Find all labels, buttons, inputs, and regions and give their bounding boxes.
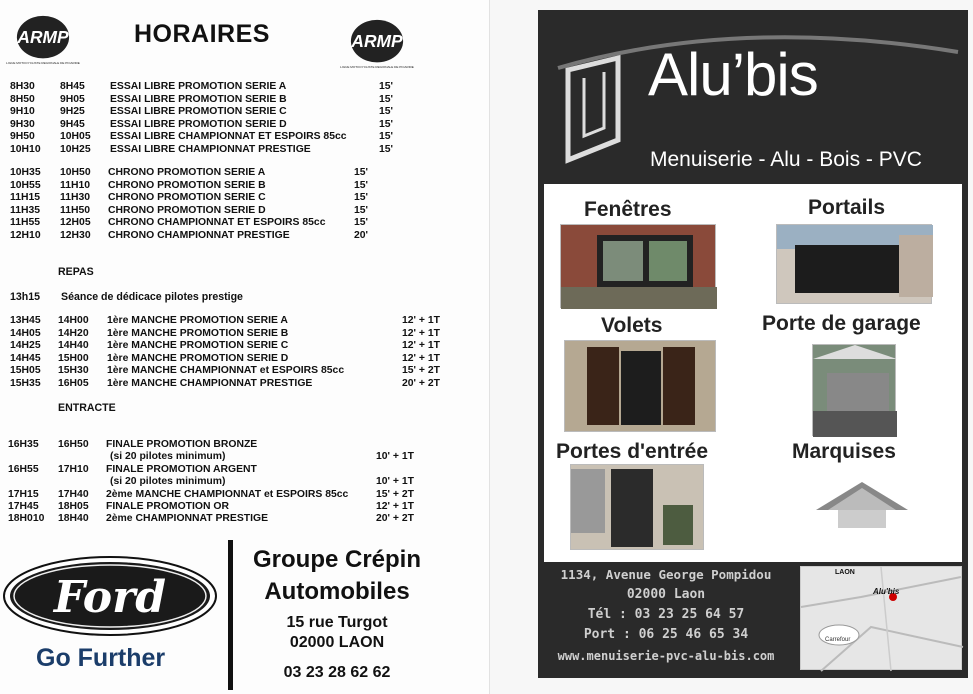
schedule-row bbox=[0, 377, 480, 390]
dedicace-text: Séance de dédicace pilotes prestige bbox=[61, 291, 243, 303]
row-duration: 12' + 1T bbox=[376, 501, 414, 512]
map-label: LAON bbox=[835, 569, 855, 576]
schedule-row bbox=[0, 314, 480, 327]
schedule-row bbox=[0, 438, 480, 451]
row-start-time: 10H35 bbox=[10, 167, 41, 178]
row-event: FINALE PROMOTION BRONZE bbox=[106, 439, 258, 450]
contact-tel: Tél : 03 23 25 64 57 bbox=[587, 607, 745, 622]
category-volets: Volets bbox=[601, 314, 663, 337]
schedule-row bbox=[0, 216, 480, 229]
row-end-time: 18H40 bbox=[58, 513, 89, 525]
row-start-time: 9H50 bbox=[10, 131, 35, 142]
row-end-time: 12H05 bbox=[60, 217, 91, 228]
ford-tagline: Go Further bbox=[36, 644, 166, 672]
row-start-time: 16H55 bbox=[8, 463, 39, 475]
row-duration: 15' + 2T bbox=[402, 365, 440, 376]
brand-subtitle: Menuiserie - Alu - Bois - PVC bbox=[650, 148, 922, 171]
row-duration: 12' + 1T bbox=[402, 340, 440, 351]
row-duration: 10' + 1T bbox=[376, 451, 414, 463]
row-event: ESSAI LIBRE CHAMPIONNAT ET ESPOIRS 85cc bbox=[110, 131, 347, 142]
row-event: ESSAI LIBRE PROMOTION SERIE B bbox=[110, 93, 287, 105]
row-event: CHRONO PROMOTION SERIE C bbox=[108, 192, 266, 203]
row-event: (si 20 pilotes minimum) bbox=[110, 451, 226, 463]
row-event: ESSAI LIBRE PROMOTION SERIE A bbox=[110, 81, 287, 92]
row-end-time: 9H45 bbox=[60, 118, 85, 130]
photo-fenetres bbox=[560, 224, 716, 308]
schedule-row bbox=[0, 463, 480, 476]
row-event: 1ère MANCHE CHAMPIONNAT et ESPOIRS 85cc bbox=[107, 365, 345, 376]
row-start-time: 11H35 bbox=[10, 204, 41, 216]
entracte-label: ENTRACTE bbox=[58, 402, 116, 414]
club-logo-text: ARMP bbox=[17, 26, 69, 47]
row-start-time: 18H010 bbox=[8, 513, 45, 525]
schedule-row bbox=[0, 191, 480, 204]
row-event: FINALE PROMOTION ARGENT bbox=[106, 463, 257, 475]
club-logo-caption: LIGUE MOTOCYCLISTE REGIONALE DE PICARDIE bbox=[6, 61, 80, 66]
row-end-time: 9H05 bbox=[60, 93, 85, 105]
dedicace-time: 13h15 bbox=[10, 291, 41, 303]
row-duration: 10' + 1T bbox=[376, 476, 414, 488]
row-duration: 15' bbox=[354, 217, 369, 228]
schedule-row bbox=[0, 179, 480, 192]
row-duration: 15' bbox=[354, 204, 369, 216]
category-fenetres: Fenêtres bbox=[584, 198, 672, 221]
row-start-time: 17H45 bbox=[8, 501, 39, 512]
contact-website[interactable]: www.menuiserie-pvc-alu-bis.com bbox=[557, 649, 775, 663]
ford-logo-text: Ford bbox=[53, 572, 167, 623]
row-duration: 15' bbox=[379, 81, 394, 92]
row-end-time: 10H50 bbox=[60, 167, 91, 178]
club-logo-left bbox=[6, 12, 80, 70]
schedule-row bbox=[0, 450, 480, 463]
row-start-time: 9H30 bbox=[10, 118, 35, 130]
row-end-time: 12H30 bbox=[60, 229, 91, 241]
schedule-row bbox=[0, 204, 480, 217]
row-duration: 12' + 1T bbox=[402, 315, 440, 326]
row-end-time: 11H30 bbox=[60, 192, 91, 203]
schedule-row bbox=[0, 143, 480, 156]
row-end-time: 8H45 bbox=[60, 81, 85, 92]
row-duration: 15' + 2T bbox=[376, 488, 414, 500]
schedule-row bbox=[0, 364, 480, 377]
contact-address: 1134, Avenue George Pompidou bbox=[560, 567, 772, 582]
row-end-time: 16H50 bbox=[58, 439, 89, 450]
row-start-time: 8H30 bbox=[10, 81, 35, 92]
brand-name: Alu’bis bbox=[648, 41, 818, 108]
sponsor-address-2: 02000 LAON bbox=[289, 634, 385, 651]
row-end-time: 9H25 bbox=[60, 106, 85, 117]
row-end-time: 18H05 bbox=[58, 501, 89, 512]
row-duration: 15' bbox=[354, 192, 369, 203]
row-event: CHRONO CHAMPIONNAT PRESTIGE bbox=[108, 229, 290, 241]
ford-logo bbox=[2, 555, 218, 637]
row-event: CHRONO PROMOTION SERIE D bbox=[108, 204, 266, 216]
schedule-row bbox=[0, 105, 480, 118]
photo-portails bbox=[776, 224, 932, 304]
row-event: ESSAI LIBRE PROMOTION SERIE C bbox=[110, 106, 287, 117]
row-duration: 20' + 2T bbox=[402, 377, 440, 389]
category-portails: Portails bbox=[808, 196, 886, 219]
row-end-time: 14H00 bbox=[58, 315, 89, 326]
club-logo-right bbox=[340, 16, 414, 74]
row-event: ESSAI LIBRE CHAMPIONNAT PRESTIGE bbox=[110, 143, 311, 155]
schedule-row bbox=[0, 339, 480, 352]
row-start-time: 15H05 bbox=[10, 365, 41, 376]
row-event: 1ère MANCHE PROMOTION SERIE C bbox=[107, 340, 289, 351]
row-end-time: 17H10 bbox=[58, 463, 89, 475]
page-title: HORAIRES bbox=[134, 20, 270, 48]
row-event: CHRONO CHAMPIONNAT ET ESPOIRS 85cc bbox=[108, 217, 326, 228]
row-duration: 15' bbox=[379, 143, 394, 155]
row-event: 1ère MANCHE PROMOTION SERIE B bbox=[107, 327, 289, 339]
row-duration: 15' bbox=[354, 167, 369, 178]
schedule-row bbox=[0, 118, 480, 131]
row-end-time: 15H00 bbox=[58, 352, 89, 364]
schedule-row bbox=[0, 352, 480, 365]
map-pin-label: Alu'bis bbox=[873, 587, 900, 596]
row-event: 2ème CHAMPIONNAT PRESTIGE bbox=[106, 513, 269, 525]
row-event: 1ère MANCHE PROMOTION SERIE D bbox=[107, 352, 289, 364]
alubis-ad-page bbox=[490, 0, 973, 694]
row-end-time: 10H05 bbox=[60, 131, 91, 142]
row-start-time: 14H25 bbox=[10, 340, 41, 351]
photo-marquises bbox=[808, 474, 916, 534]
sponsor-address-1: 15 rue Turgot bbox=[286, 614, 388, 631]
location-map bbox=[800, 566, 962, 670]
row-duration: 12' + 1T bbox=[402, 352, 440, 364]
schedule-row bbox=[0, 327, 480, 340]
row-duration: 15' bbox=[379, 93, 394, 105]
sponsor-name-1: Groupe Crépin bbox=[252, 546, 421, 573]
row-end-time: 11H50 bbox=[60, 204, 91, 216]
row-start-time: 9H10 bbox=[10, 106, 35, 117]
photo-volets bbox=[564, 340, 716, 432]
row-duration: 20' + 2T bbox=[376, 513, 414, 525]
schedule-row bbox=[0, 130, 480, 143]
row-duration: 15' bbox=[379, 118, 394, 130]
row-duration: 15' bbox=[379, 131, 394, 142]
row-end-time: 15H30 bbox=[58, 365, 89, 376]
schedule-row bbox=[0, 512, 480, 525]
category-marquises: Marquises bbox=[792, 440, 896, 463]
row-start-time: 8H50 bbox=[10, 93, 35, 105]
row-event: 1ère MANCHE CHAMPIONNAT PRESTIGE bbox=[107, 377, 313, 389]
sponsor-divider bbox=[228, 540, 233, 690]
row-start-time: 17H15 bbox=[8, 488, 39, 500]
row-start-time: 13H45 bbox=[10, 315, 41, 326]
row-event: 2ème MANCHE CHAMPIONNAT et ESPOIRS 85cc bbox=[106, 488, 349, 500]
row-start-time: 11H55 bbox=[10, 217, 41, 228]
sponsor-phone: 03 23 28 62 62 bbox=[283, 664, 391, 681]
contact-port: Port : 06 25 46 65 34 bbox=[583, 627, 749, 642]
row-start-time: 11H15 bbox=[10, 192, 41, 203]
schedule-row bbox=[0, 500, 480, 513]
row-start-time: 16H35 bbox=[8, 439, 39, 450]
row-duration: 20' bbox=[354, 229, 369, 241]
row-event: CHRONO PROMOTION SERIE A bbox=[108, 167, 266, 178]
row-event: ESSAI LIBRE PROMOTION SERIE D bbox=[110, 118, 287, 130]
row-duration: 15' bbox=[354, 179, 369, 191]
club-logo-text: ARMP bbox=[351, 30, 403, 51]
schedule-row bbox=[0, 229, 480, 242]
row-end-time: 16H05 bbox=[58, 377, 89, 389]
row-end-time: 11H10 bbox=[60, 179, 91, 191]
photo-portes-entree bbox=[570, 464, 704, 550]
row-start-time: 14H05 bbox=[10, 327, 41, 339]
row-start-time: 10H55 bbox=[10, 179, 41, 191]
row-end-time: 14H20 bbox=[58, 327, 89, 339]
schedule-row bbox=[0, 80, 480, 93]
schedule-row bbox=[0, 166, 480, 179]
sponsor-name-2: Automobiles bbox=[264, 578, 410, 605]
repas-label: REPAS bbox=[58, 266, 94, 278]
row-start-time: 15H35 bbox=[10, 377, 41, 389]
row-start-time: 14H45 bbox=[10, 352, 41, 364]
row-end-time: 14H40 bbox=[58, 340, 89, 351]
row-event: 1ère MANCHE PROMOTION SERIE A bbox=[107, 315, 288, 326]
schedule-row bbox=[0, 93, 480, 106]
row-end-time: 10H25 bbox=[60, 143, 91, 155]
row-event: (si 20 pilotes minimum) bbox=[110, 476, 226, 488]
map-store-label: Carrefour bbox=[825, 637, 851, 643]
contact-city: 02000 Laon bbox=[626, 587, 706, 602]
row-end-time: 17H40 bbox=[58, 488, 89, 500]
schedule-row bbox=[0, 488, 480, 501]
club-logo-caption: LIGUE MOTOCYCLISTE REGIONALE DE PICARDIE bbox=[340, 65, 414, 70]
photo-porte-garage bbox=[812, 344, 896, 436]
row-duration: 12' + 1T bbox=[402, 327, 440, 339]
schedule-row bbox=[0, 475, 480, 488]
category-porte-garage: Porte de garage bbox=[762, 312, 921, 335]
category-portes-entree: Portes d'entrée bbox=[556, 440, 709, 463]
row-start-time: 10H10 bbox=[10, 143, 41, 155]
row-event: CHRONO PROMOTION SERIE B bbox=[108, 179, 266, 191]
row-duration: 15' bbox=[379, 106, 394, 117]
row-start-time: 12H10 bbox=[10, 229, 41, 241]
row-event: FINALE PROMOTION OR bbox=[106, 501, 229, 512]
